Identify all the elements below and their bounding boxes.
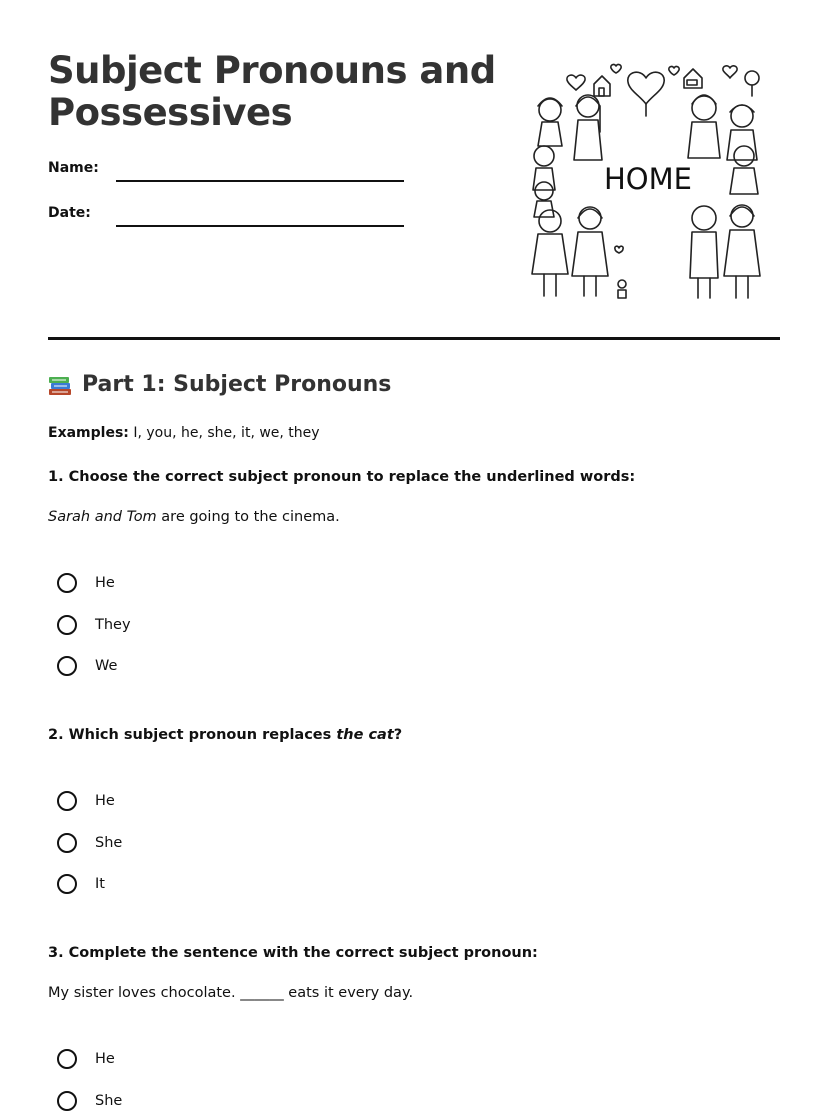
examples-text: I, you, he, she, it, we, they — [128, 425, 320, 441]
question-2-prompt: 2. Which subject pronoun replaces the cat? — [48, 727, 403, 743]
radio-button[interactable] — [57, 573, 77, 593]
radio-button[interactable] — [57, 656, 77, 676]
q1-option-they[interactable] — [57, 615, 131, 635]
home-text: HOME — [604, 162, 692, 196]
examples-line — [48, 425, 320, 441]
worksheet-title: Subject Pronouns and Possessives — [48, 49, 496, 134]
question-3-prompt: 3. Complete the sentence with the correct subject pronoun: — [48, 945, 538, 961]
q1-option-we[interactable] — [57, 656, 117, 676]
option-label: She — [95, 1093, 123, 1109]
option-label: They — [95, 617, 131, 633]
question-3-sentence: My sister loves chocolate. ______ eats it every day. — [48, 985, 414, 1001]
option-label: He — [95, 575, 115, 591]
radio-button[interactable] — [57, 615, 77, 635]
option-label: He — [95, 1051, 115, 1067]
question-1-sentence: Sarah and Tom are going to the cinema. — [48, 509, 340, 525]
name-label: Name: — [48, 160, 99, 176]
underlined-words: Sarah and Tom — [48, 509, 157, 525]
option-label: He — [95, 793, 115, 809]
radio-button[interactable] — [57, 791, 77, 811]
question-1-prompt: 1. Choose the correct subject pronoun to replace the underlined words: — [48, 469, 636, 485]
header-divider — [48, 337, 780, 340]
radio-button[interactable] — [57, 874, 77, 894]
q3-option-he[interactable] — [57, 1049, 115, 1069]
q3-option-she[interactable] — [57, 1091, 122, 1111]
examples-label: Examples: — [48, 425, 129, 441]
name-field[interactable] — [116, 180, 404, 182]
radio-button[interactable] — [57, 833, 77, 853]
part1-title: Part 1: Subject Pronouns — [82, 372, 392, 397]
q1-option-he[interactable] — [57, 573, 115, 593]
option-label: We — [95, 658, 118, 674]
date-label: Date: — [48, 205, 91, 221]
family-home-illustration — [524, 56, 774, 308]
option-label: It — [95, 876, 105, 892]
option-label: She — [95, 835, 123, 851]
radio-button[interactable] — [57, 1091, 77, 1111]
radio-button[interactable] — [57, 1049, 77, 1069]
q2-option-he[interactable] — [57, 791, 115, 811]
q2-option-it[interactable] — [57, 874, 105, 894]
part1-heading — [48, 372, 391, 397]
date-field[interactable] — [116, 225, 404, 227]
q2-option-she[interactable] — [57, 833, 122, 853]
books-icon — [48, 374, 72, 396]
